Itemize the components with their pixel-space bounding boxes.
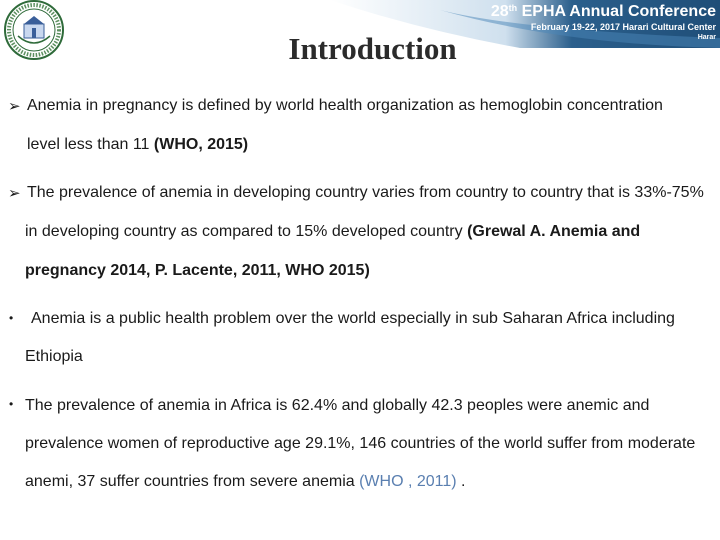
bullet-4-line-3: anemi, 37 suffer countries from severe anemia (WHO , 2011) . bbox=[25, 473, 466, 490]
dot-bullet-icon: • bbox=[9, 397, 14, 411]
arrow-bullet-icon: ➢ bbox=[8, 98, 21, 115]
arrow-bullet-icon: ➢ bbox=[8, 185, 21, 202]
bullet-3-line-2: Ethiopia bbox=[25, 348, 83, 365]
citation: (WHO , 2011) bbox=[359, 473, 457, 490]
bullet-4-line-1: The prevalence of anemia in Africa is 62.4% and globally 42.3 peoples were anemic and bbox=[25, 397, 650, 414]
conference-city: Harar bbox=[697, 34, 716, 41]
conference-title: 28th EPHA Annual Conference bbox=[490, 3, 716, 20]
bullet-3-line-1: Anemia is a public health problem over the world especially in sub Saharan Africa including bbox=[31, 310, 675, 327]
slide-title: Introduction bbox=[288, 31, 457, 66]
bullet-4-line-2: prevalence women of reproductive age 29.1%, 146 countries of the world suffer from moderate bbox=[25, 435, 696, 452]
dot-bullet-icon: • bbox=[9, 311, 14, 325]
bullet-1-line-2: level less than 11 (WHO, 2015) bbox=[27, 136, 249, 153]
bullet-2-line-3: pregnancy 2014, P. Lacente, 2011, WHO 2015) bbox=[25, 262, 370, 279]
bullet-2-line-2: in developing country as compared to 15% developed country (Grewal A. Anemia and bbox=[25, 223, 641, 240]
bullet-1-line-1: Anemia in pregnancy is defined by world health organization as hemoglobin concentration bbox=[27, 97, 663, 114]
citation: (Grewal A. Anemia and bbox=[467, 223, 641, 240]
conference-dates-venue: February 19-22, 2017 Harari Cultural Center bbox=[530, 22, 716, 32]
bullet-2-line-1: The prevalence of anemia in developing country varies from country to country that is 33%-75% bbox=[27, 184, 704, 201]
citation: (WHO, 2015) bbox=[153, 136, 249, 153]
